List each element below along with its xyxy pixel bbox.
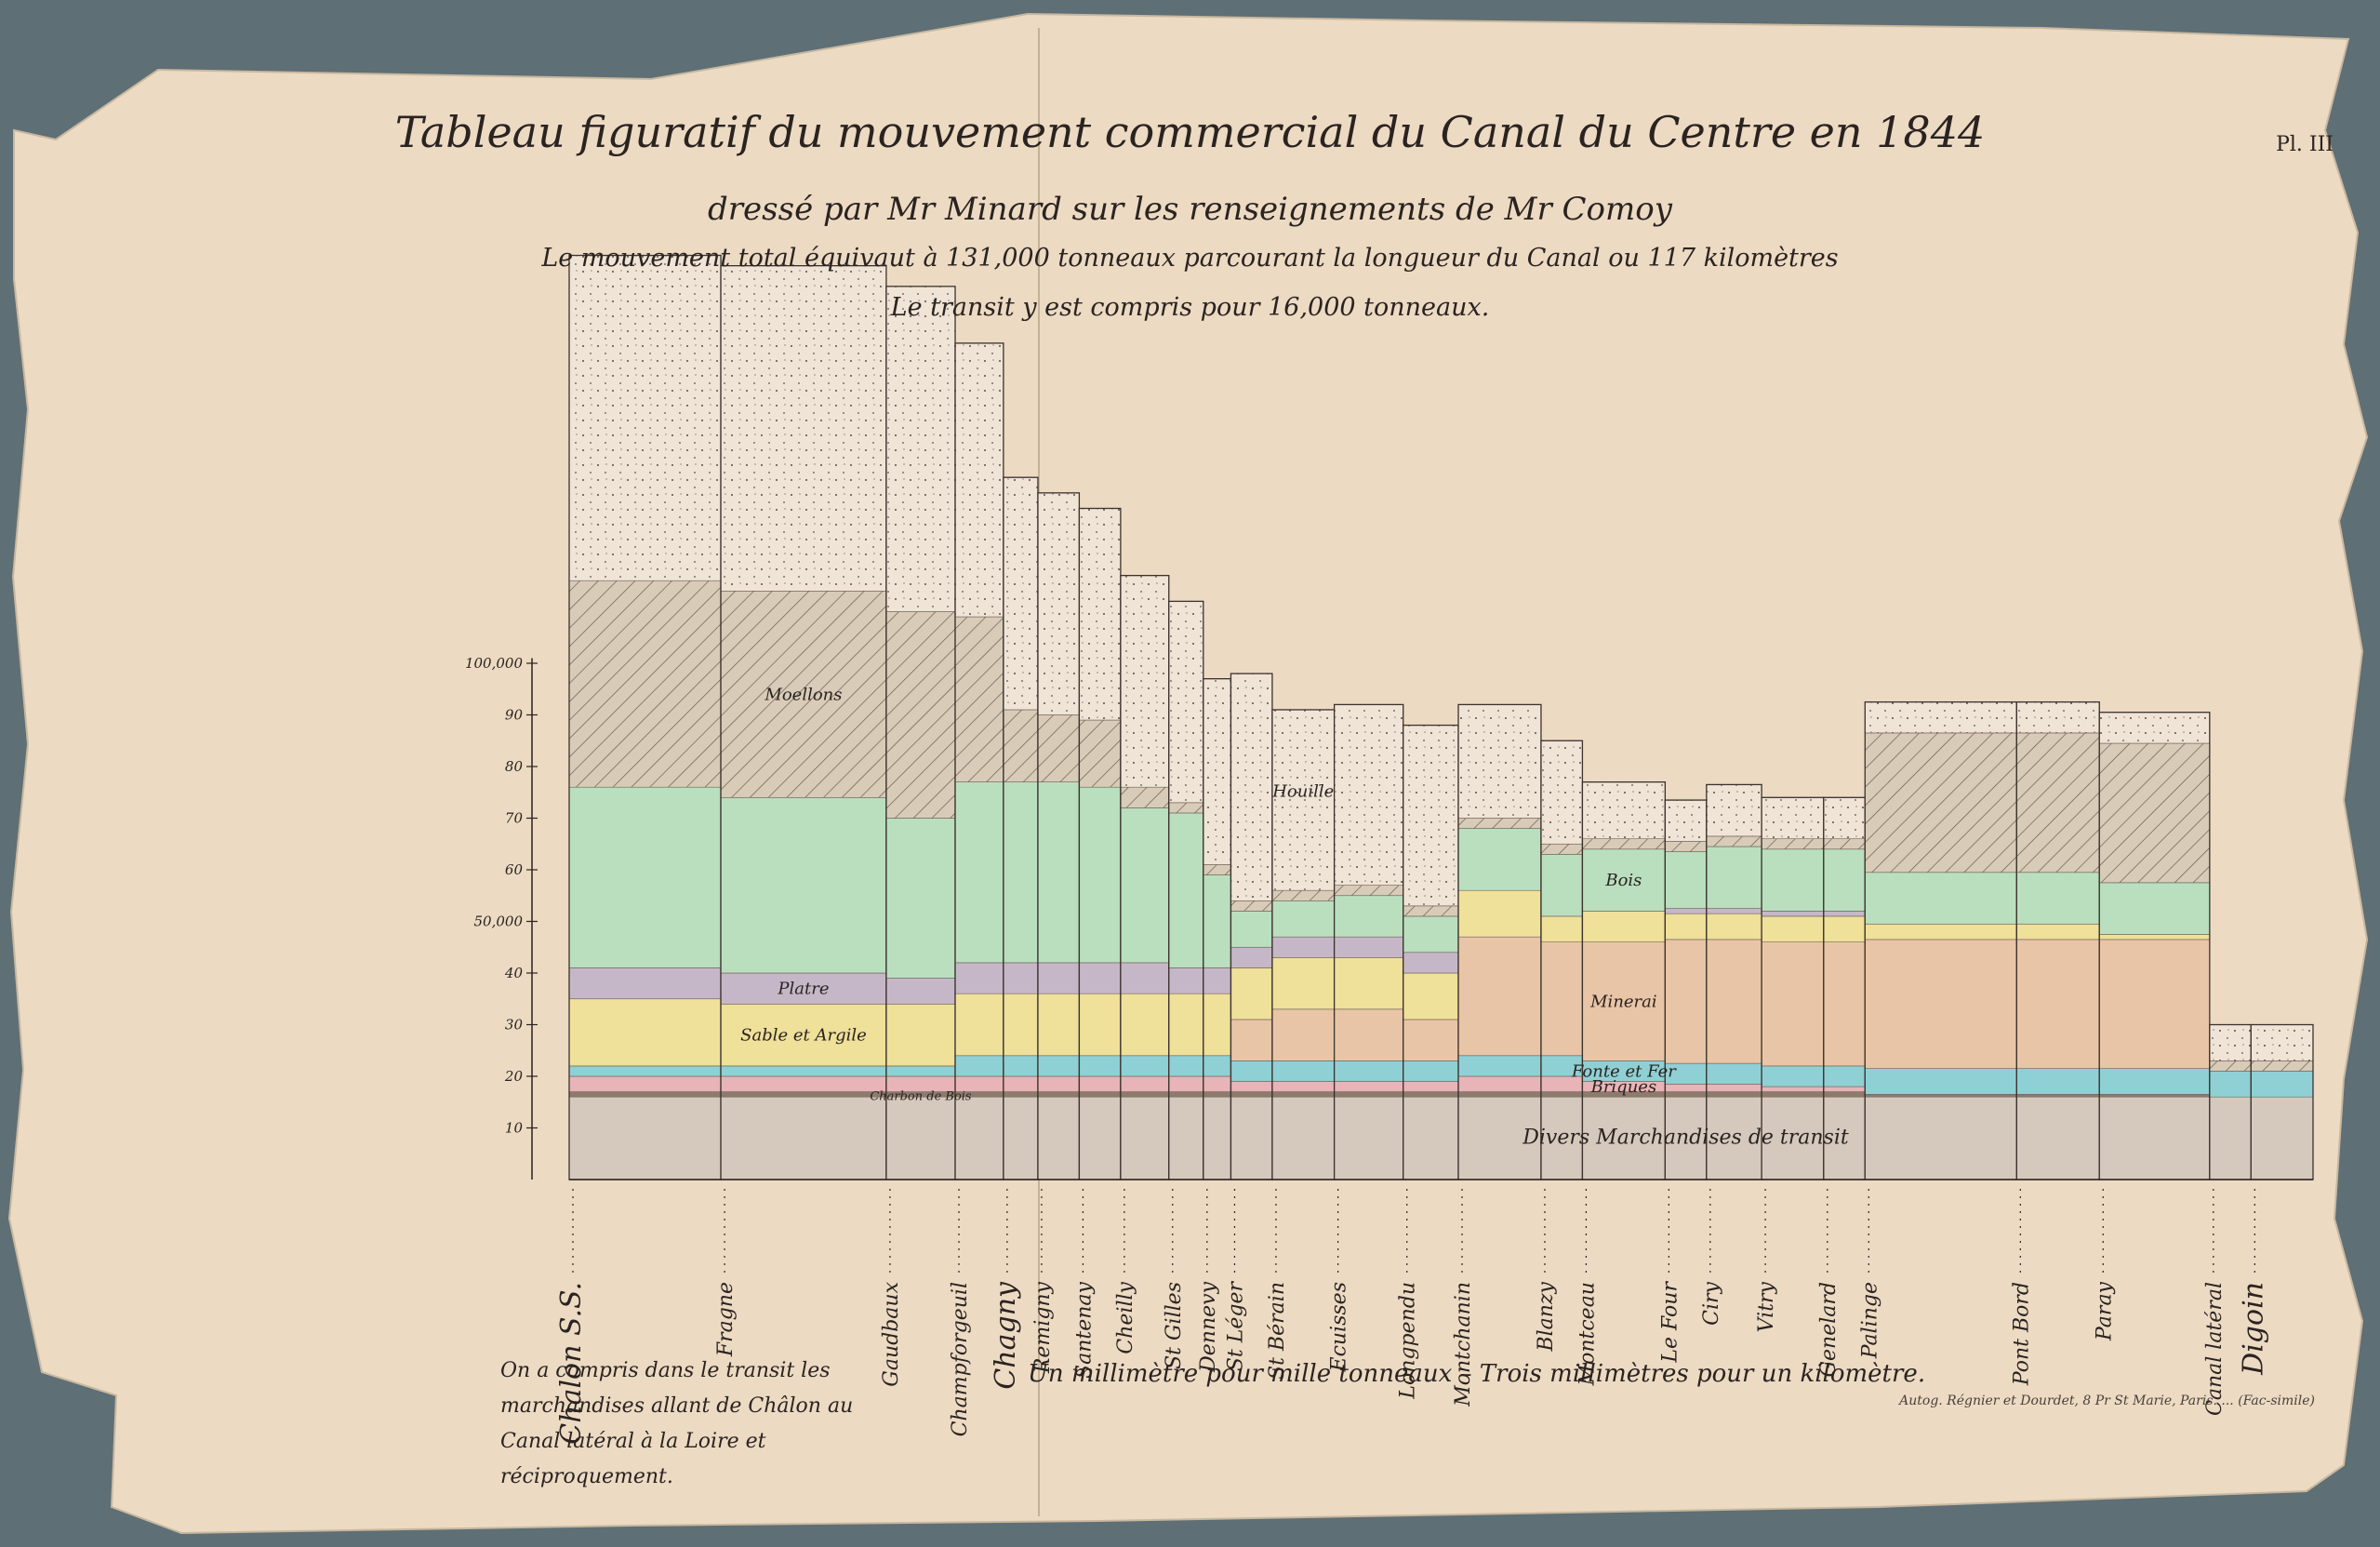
bar-segment	[1079, 963, 1120, 994]
bar-segment	[1335, 1060, 1403, 1081]
bar-segment	[1230, 1097, 1271, 1180]
bar-segment	[1004, 1076, 1038, 1092]
bar-segment	[569, 1076, 721, 1092]
bar-segment	[1762, 849, 1824, 912]
bar-segment	[1121, 807, 1169, 963]
bar-segment	[1865, 873, 2016, 925]
bar-segment	[1079, 1076, 1120, 1092]
bar-segment	[1272, 1060, 1335, 1081]
station-label: Canal latéral	[2202, 1282, 2227, 1416]
bar-segment	[2016, 1094, 2099, 1097]
bar-segment	[1582, 911, 1665, 941]
bar-segment-texture	[1865, 733, 2016, 873]
bar-segment	[2099, 1094, 2210, 1097]
bar-segment	[2099, 1069, 2210, 1095]
bar-segment	[1169, 1076, 1203, 1092]
bar-segment	[1169, 1097, 1203, 1180]
bar-segment-texture	[1762, 797, 1824, 838]
bar-segment	[955, 1056, 1004, 1076]
bar-segment	[1335, 1082, 1403, 1092]
segment-label: Fonte et Fer	[1571, 1061, 1676, 1082]
bar-segment	[1541, 854, 1582, 916]
station-label: Chalon S.S.	[555, 1282, 588, 1445]
segment-label: Charbon de Bois	[870, 1089, 972, 1104]
station-label: Paray	[2093, 1282, 2117, 1340]
bar-segment	[1762, 942, 1824, 1066]
bar-segment	[1230, 967, 1271, 1020]
bar-segment	[2099, 1097, 2210, 1180]
bar-segment	[886, 1097, 955, 1180]
bar-segment	[1665, 909, 1706, 914]
plate-number: Pl. III	[2276, 133, 2333, 156]
bar-segment-texture	[2251, 1025, 2313, 1061]
station-label: Remigny	[1030, 1282, 1055, 1374]
station-label: Ecuisses	[1327, 1282, 1351, 1372]
bar-segment-texture	[1121, 576, 1169, 788]
bar-segment	[1038, 1076, 1079, 1092]
bar-segment	[2016, 1069, 2099, 1095]
bar-segment	[1824, 916, 1865, 942]
bar-segment	[1038, 782, 1079, 963]
bar-segment	[1707, 914, 1762, 940]
bar-segment	[1403, 953, 1458, 973]
bar-segment-texture	[1203, 679, 1231, 865]
bar-segment	[1824, 849, 1865, 912]
bar-segment	[1004, 994, 1038, 1056]
bar-segment-texture	[2099, 743, 2210, 883]
imprint: Autog. Régnier et Dourdet, 8 Pr St Marie, Paris. ... (Fac-simile)	[1899, 1394, 2315, 1408]
bar-segment	[1865, 1069, 2016, 1095]
bar-segment	[1272, 1097, 1335, 1180]
bar-segment-texture	[2210, 1060, 2251, 1071]
bar-segment-texture	[1541, 740, 1582, 844]
bar-segment	[569, 967, 721, 998]
bar-segment-texture	[1004, 710, 1038, 782]
station-label: St Léger	[1224, 1282, 1248, 1372]
bar-segment	[1824, 1066, 1865, 1087]
bar-segment	[569, 787, 721, 967]
bar-segment-texture	[1335, 704, 1403, 885]
y-tick-label: 60	[504, 861, 523, 878]
bar-segment	[1824, 942, 1865, 1066]
bar-segment	[1079, 994, 1120, 1056]
bar-segment-texture	[1665, 841, 1706, 851]
y-tick-label: 50,000	[473, 913, 523, 930]
station-label: Vitry	[1755, 1282, 1779, 1333]
bar-segment	[1230, 947, 1271, 967]
bar-segment-texture	[1169, 601, 1203, 802]
bar-segment	[1121, 1092, 1169, 1098]
transit-note: Le transit y est compris pour 16,000 tonneaux.	[890, 293, 1490, 322]
station-label: Blanzy	[1534, 1282, 1558, 1352]
segment-label: Bois	[1605, 871, 1642, 891]
bar-segment-texture	[1121, 787, 1169, 807]
station-label: Longpendu	[1396, 1282, 1420, 1399]
bar-segment-texture	[1403, 726, 1458, 906]
bar-segment-texture	[1038, 493, 1079, 715]
bar-segment-texture	[1541, 844, 1582, 854]
bar-segment	[1865, 1097, 2016, 1180]
bar-segment	[1203, 1076, 1231, 1092]
bar-segment	[1169, 994, 1203, 1056]
station-label: Dennevy	[1196, 1282, 1220, 1372]
y-tick-label: 10	[504, 1119, 523, 1137]
bar-segment	[1169, 967, 1203, 994]
segment-label: Platre	[778, 979, 830, 999]
bar-segment	[1335, 896, 1403, 937]
bar-segment	[1169, 813, 1203, 967]
bar-segment	[1403, 1097, 1458, 1180]
bar-segment	[1665, 1092, 1706, 1098]
bar-segment	[1665, 940, 1706, 1063]
bar-segment	[1203, 1056, 1231, 1076]
bar-segment-texture	[1824, 797, 1865, 838]
station-label: St Gilles	[1162, 1282, 1186, 1369]
bar-segment-texture	[569, 580, 721, 787]
bar-segment-texture	[1079, 720, 1120, 787]
bar-segment	[1272, 1082, 1335, 1092]
bar-segment	[721, 1066, 886, 1076]
bar-segment	[886, 819, 955, 979]
bar-segment-texture	[1004, 477, 1038, 710]
bar-segment	[569, 1066, 721, 1076]
y-tick-label: 20	[504, 1068, 523, 1085]
footnote: On a compris dans le transit les marchandises allant de Châlon au Canal latéral à la Loire et réciproquement.	[500, 1359, 854, 1488]
bar-segment	[2210, 1071, 2251, 1097]
bar-segment-texture	[1458, 819, 1541, 829]
station-label: Fragne	[714, 1282, 738, 1357]
bar-segment	[1824, 1087, 1865, 1092]
bar-segment-texture	[1169, 803, 1203, 813]
bar-segment	[1403, 1060, 1458, 1081]
station-label: Le Four	[1658, 1282, 1682, 1363]
bar-segment-texture	[2099, 713, 2210, 743]
bar-segment	[1203, 994, 1231, 1056]
station-label: Palinge	[1858, 1282, 1882, 1359]
station-label: Santenay	[1072, 1282, 1097, 1379]
bar-segment-texture	[2016, 702, 2099, 733]
bar-segment	[1272, 900, 1335, 937]
bar-segment	[1038, 1097, 1079, 1180]
bar-segment	[1762, 1092, 1824, 1098]
bar-segment-texture	[955, 617, 1004, 782]
bar-segment	[569, 999, 721, 1066]
bar-segment	[1541, 942, 1582, 1056]
bar-segment	[569, 1097, 721, 1180]
bar-segment	[2016, 940, 2099, 1069]
bar-segment	[1230, 1060, 1271, 1081]
bar-segment-texture	[1403, 906, 1458, 916]
station-label: Montceau	[1576, 1282, 1600, 1386]
bar-segment	[1762, 1087, 1824, 1092]
bar-segment	[721, 1092, 886, 1098]
bar-segment	[1038, 963, 1079, 994]
station-label: Digoin	[2237, 1282, 2270, 1375]
bar-segment	[1038, 994, 1079, 1056]
bar-segment	[1707, 1092, 1762, 1098]
bar-segment	[886, 1004, 955, 1066]
bar-segment	[1335, 1009, 1403, 1061]
bar-segment	[1079, 1097, 1120, 1180]
bar-segment	[1038, 1056, 1079, 1076]
bar-segment	[1169, 1092, 1203, 1098]
bar-segment	[1707, 847, 1762, 909]
station-label: Pont Bord	[2010, 1282, 2034, 1386]
bar-segment	[1121, 963, 1169, 994]
bar-segment	[1272, 1009, 1335, 1061]
bar-segment	[1121, 1076, 1169, 1092]
bar-segment	[1403, 916, 1458, 953]
bar-segment	[1004, 1056, 1038, 1076]
station-label: Chagny	[989, 1282, 1022, 1390]
bar-segment	[1865, 924, 2016, 940]
bar-segment	[721, 1076, 886, 1092]
bar-segment-texture	[1582, 782, 1665, 839]
bar-segment	[1707, 940, 1762, 1063]
bar-segment	[1707, 1084, 1762, 1091]
segment-label: Sable et Argile	[740, 1025, 867, 1046]
bar-segment-texture	[2016, 733, 2099, 873]
bar-segment	[1121, 994, 1169, 1056]
bar-segment-texture	[1230, 673, 1271, 900]
bar-segment-texture	[1038, 715, 1079, 782]
bar-segment-texture	[1665, 800, 1706, 841]
bar-segment	[1458, 829, 1541, 891]
bar-segment	[886, 1066, 955, 1076]
bar-segment	[1169, 1056, 1203, 1076]
chart-subtitle: dressé par Mr Minard sur les renseignements de Mr Comoy	[708, 191, 1672, 228]
y-tick-label: 40	[504, 965, 523, 981]
bar-segment	[1665, 914, 1706, 940]
station-label: Genelard	[1816, 1282, 1841, 1378]
segment-label: Moellons	[765, 685, 843, 705]
bar-segment	[1079, 1092, 1120, 1098]
bar-segment	[955, 963, 1004, 994]
chart-title: Tableau figuratif du mouvement commercial du Canal du Centre en 1844	[394, 107, 1986, 157]
station-label: Cheilly	[1113, 1282, 1137, 1354]
bar-segment	[1865, 1094, 2016, 1097]
bar-segment	[2099, 934, 2210, 940]
bar-segment	[1079, 1056, 1120, 1076]
bar-segment	[1004, 963, 1038, 994]
bar-segment-texture	[1824, 839, 1865, 849]
bar-segment	[2016, 1097, 2099, 1180]
bar-segment	[1203, 1092, 1231, 1098]
bar-segment	[1230, 911, 1271, 947]
bar-segment	[2016, 924, 2099, 940]
bar-segment	[721, 797, 886, 973]
bar-segment	[1458, 937, 1541, 1056]
bar-segment-texture	[886, 287, 955, 612]
y-tick-label: 90	[504, 706, 523, 724]
bar-segment-texture	[1335, 886, 1403, 896]
bar-segment-texture	[1458, 704, 1541, 818]
bar-segment	[955, 782, 1004, 963]
bar-segment	[1272, 957, 1335, 1009]
bar-segment-texture	[1079, 509, 1120, 721]
bar-segment	[1458, 1076, 1541, 1092]
bar-segment-texture	[1230, 900, 1271, 911]
bar-segment	[1121, 1097, 1169, 1180]
bar-segment-texture	[1272, 890, 1335, 900]
bar-segment	[1824, 911, 1865, 916]
bar-segment	[1004, 782, 1038, 963]
bar-segment	[2251, 1097, 2313, 1180]
bar-segment	[1541, 1092, 1582, 1098]
bar-segment	[1038, 1092, 1079, 1098]
bar-segment-texture	[1707, 784, 1762, 836]
bar-segment	[886, 979, 955, 1005]
station-label: Champforgeuil	[949, 1282, 973, 1437]
scale-note: Un millimètre pour mille tonneaux – Trois millimètres pour un kilomètre.	[1028, 1360, 1926, 1388]
bar-segment	[569, 1092, 721, 1098]
station-label: Ciry	[1699, 1282, 1723, 1326]
bar-segment	[1335, 957, 1403, 1009]
bar-segment	[1458, 1092, 1541, 1098]
bar-segment	[1079, 787, 1120, 963]
bar-segment	[1004, 1097, 1038, 1180]
bar-segment	[955, 1097, 1004, 1180]
station-label: St Bérain	[1265, 1282, 1289, 1380]
bar-segment	[1458, 1056, 1541, 1076]
bar-segment-texture	[1582, 839, 1665, 849]
bar-segment	[1865, 940, 2016, 1069]
bar-segment	[1004, 1092, 1038, 1098]
y-tick-label: 80	[504, 758, 523, 775]
segment-label: Houille	[1272, 781, 1335, 802]
segment-label: Briques	[1590, 1077, 1657, 1098]
bar-segment-texture	[955, 343, 1004, 617]
bar-segment	[2210, 1097, 2251, 1180]
bar-segment	[1335, 937, 1403, 957]
bar-segment	[1203, 1097, 1231, 1180]
bar-segment-texture	[886, 612, 955, 819]
y-tick-label: 100,000	[464, 655, 523, 672]
bar-segment	[1121, 1056, 1169, 1076]
bar-segment	[1458, 890, 1541, 937]
bar-segment	[1762, 916, 1824, 942]
bar-segment-texture	[2210, 1025, 2251, 1061]
bar-segment	[1762, 911, 1824, 916]
bar-segment	[1707, 909, 1762, 914]
bar-segment	[2099, 940, 2210, 1069]
bar-segment	[1762, 1066, 1824, 1087]
bar-segment	[1665, 1084, 1706, 1091]
bar-segment-texture	[1865, 702, 2016, 733]
bar-segment	[1665, 852, 1706, 909]
segment-label: Divers Marchandises de transit	[1522, 1126, 1849, 1150]
bar-segment	[1403, 1020, 1458, 1060]
bar-segment	[1335, 1092, 1403, 1098]
bar-segment	[1203, 967, 1231, 994]
station-label: Gaudbaux	[879, 1282, 903, 1387]
segment-label: Minerai	[1590, 992, 1657, 1012]
bar-segment-texture	[1707, 836, 1762, 847]
y-tick-label: 30	[504, 1016, 523, 1034]
bar-segment	[1403, 973, 1458, 1020]
bar-segment	[1403, 1092, 1458, 1098]
station-label: Montchanin	[1452, 1282, 1476, 1407]
total-movement-note: Le mouvement total équivaut à 131,000 tonneaux parcourant la longueur du Canal ou 117 kilomètres	[541, 244, 1839, 273]
bar-segment	[721, 1097, 886, 1180]
bar-segment	[2099, 883, 2210, 935]
bar-segment	[1541, 916, 1582, 942]
bar-segment	[1230, 1092, 1271, 1098]
bar-segment	[1203, 875, 1231, 968]
bar-segment	[955, 994, 1004, 1056]
bar-segment	[1230, 1082, 1271, 1092]
bar-segment	[1707, 1063, 1762, 1084]
bar-segment	[1230, 1020, 1271, 1060]
bar-segment	[1272, 937, 1335, 957]
bar-segment	[1403, 1082, 1458, 1092]
bar-segment	[1335, 1097, 1403, 1180]
bar-segment-texture	[1203, 864, 1231, 874]
bar-segment	[2016, 873, 2099, 925]
bar-segment	[2251, 1071, 2313, 1097]
bar-segment-texture	[2251, 1060, 2313, 1071]
y-tick-label: 70	[504, 809, 523, 827]
bar-segment	[1824, 1092, 1865, 1098]
bar-segment	[1272, 1092, 1335, 1098]
bar-segment-texture	[1762, 839, 1824, 849]
